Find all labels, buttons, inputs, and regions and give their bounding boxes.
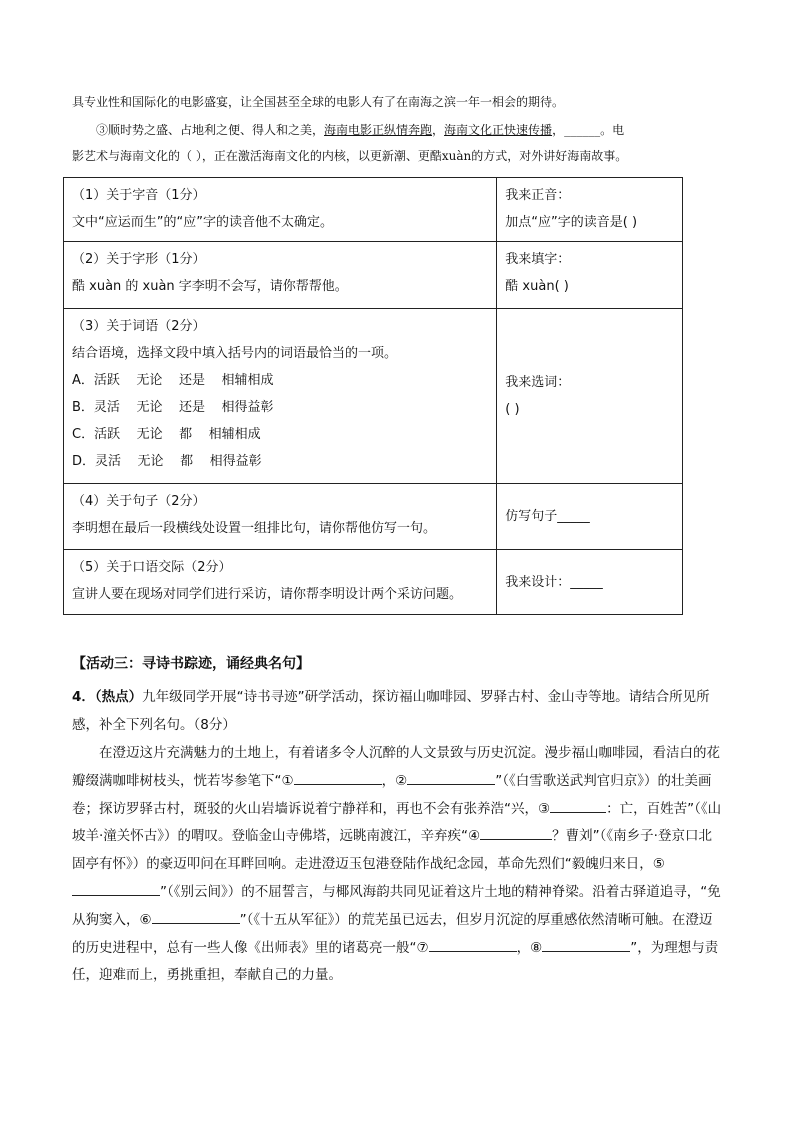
fill-blank-8[interactable] xyxy=(542,937,630,952)
blank-marker: ⑦ xyxy=(416,939,429,956)
underlined-phrase: 海南文化正快速传播 xyxy=(444,123,553,137)
table-row xyxy=(64,550,683,615)
option-d: D．灵活 无论 都 相得益彰 xyxy=(72,454,262,469)
answer-prompt[interactable]: ( ) xyxy=(505,402,520,417)
underlined-phrase: 海南电影正纵情奔跑 xyxy=(324,123,433,137)
passage-line-3: 影艺术与海南文化的（ ），正在激活海南文化的内核，以更新潮、更酷xuàn的方式，对外讲好海南故事。 xyxy=(72,149,628,163)
blank-marker: ② xyxy=(395,772,408,789)
option-a: A．活跃 无论 还是 相辅相成 xyxy=(72,373,274,388)
passage-text: ， xyxy=(552,123,565,137)
answer-label: 我来正音： xyxy=(505,188,571,203)
passage-line-1: 具专业性和国际化的电影盛宴，让全国甚至全球的电影人有了在南海之滨一年一相会的期待。 xyxy=(72,95,565,109)
question-heading: （1）关于字音（1分） xyxy=(72,188,206,203)
passage-text: ③顺时势之盛、占地利之便、得人和之美， xyxy=(96,123,325,137)
question-text: 酷 xuàn 的 xuàn 字李明不会写，请你帮帮他。 xyxy=(72,279,348,294)
question-4-prompt xyxy=(72,684,724,740)
fill-blank-7[interactable] xyxy=(429,937,517,952)
answer-cell[interactable] xyxy=(497,484,683,550)
answer-cell[interactable] xyxy=(497,178,683,242)
blank-marker: ① xyxy=(281,772,294,789)
body-text: ”，为理想与责任，迎难而上，勇挑重担，奉献自己的力量。 xyxy=(72,939,719,984)
blank-marker: ⑥ xyxy=(139,911,152,928)
fill-blank-4[interactable] xyxy=(480,825,552,840)
option-c: C．活跃 无论 都 相辅相成 xyxy=(72,427,261,442)
question-number: 4． xyxy=(72,689,95,705)
answer-prompt[interactable]: 酷 xuàn( ) xyxy=(505,279,569,294)
answer-cell[interactable] xyxy=(497,309,683,484)
question-4-body xyxy=(72,740,724,990)
question-text: 宣讲人要在现场对同学们进行采访，请你帮李明设计两个采访问题。 xyxy=(72,587,463,602)
body-text: ：亡，百姓苦”（《山坡羊·潼关怀古》）的喟叹。登临金山寺佛塔，远眺南渡江，辛弃疾“ xyxy=(72,800,722,845)
question-text: 九年级同学开展“诗书寻迹”研学活动，探访福山咖啡园、罗驿古村、金山寺等地。请结合所见所感，补全下列名句。（8分） xyxy=(72,689,710,733)
answer-label: 我来填字： xyxy=(505,252,571,267)
question-text: 文中“应运而生”的“应”字的读音他不太确定。 xyxy=(72,215,333,230)
blank-marker: ④ xyxy=(468,828,481,845)
activity-heading: 【活动三：寻诗书踪迹，诵经典名句】 xyxy=(72,656,310,672)
question-cell xyxy=(64,178,497,242)
question-heading: （4）关于句子（2分） xyxy=(72,494,206,509)
option-b: B．灵活 无论 还是 相得益彰 xyxy=(72,400,274,415)
question-text: 李明想在最后一段横线处设置一组排比句，请你帮他仿写一句。 xyxy=(72,521,437,536)
body-text: ？曹刘”（《南乡子·登京口北固亭有怀》）的豪迈叩问在耳畔回响。走进澄迈玉包港登陆作战纪念园，革命先烈们“毅魄归来日， xyxy=(72,828,712,873)
body-text: ， xyxy=(516,939,531,956)
passage-line-2 xyxy=(72,117,724,143)
question-cell xyxy=(64,550,497,615)
question-cell xyxy=(64,484,497,550)
answer-cell[interactable] xyxy=(497,550,683,615)
answer-cell[interactable] xyxy=(497,242,683,309)
table-row xyxy=(64,242,683,309)
question-heading: （3）关于词语（2分） xyxy=(72,319,206,334)
body-text: ”（《白雪歌送武判官归京》）的壮美画卷；探访罗驿古村，斑驳的火山岩墙诉说着宁静祥和，再也不会有张养浩“兴， xyxy=(72,772,712,817)
fill-blank-3[interactable] xyxy=(550,798,606,813)
question-heading: （2）关于字形（1分） xyxy=(72,252,206,267)
fill-blank-5[interactable] xyxy=(72,881,160,896)
table-row xyxy=(64,484,683,550)
answer-prompt[interactable]: 仿写句子_____ xyxy=(505,509,590,524)
passage-blank[interactable]: ______ xyxy=(564,123,601,137)
question-cell xyxy=(64,242,497,309)
question-text: 结合语境，选择文段中填入括号内的词语最恰当的一项。 xyxy=(72,346,398,361)
fill-blank-6[interactable] xyxy=(152,909,240,924)
answer-prompt[interactable]: 我来设计：_____ xyxy=(505,574,603,590)
question-cell xyxy=(64,309,497,484)
answer-label: 我来选词： xyxy=(505,375,571,390)
passage-text: ， xyxy=(432,123,445,137)
table-row xyxy=(64,178,683,242)
passage-text: 。电 xyxy=(600,123,625,137)
hot-topic-tag: （热点） xyxy=(94,689,143,705)
body-text: ， xyxy=(381,772,396,789)
answer-prompt[interactable]: 加点“应”字的读音是( ) xyxy=(505,215,638,230)
body-text: ”（《别云间》）的不屈誓言，与椰风海韵共同见证着这片土地的精神脊梁。沿着古驿道追寻，“免从狗窦入， xyxy=(72,883,721,928)
blank-marker: ⑤ xyxy=(652,856,665,873)
body-text: ”（《十五从军征》）的荒芜虽已远去，但岁月沉淀的厚重感依然清晰可触。在澄迈的历史进程中，总有一些人像《出师表》里的诸葛亮一般“ xyxy=(72,911,713,956)
fill-blank-1[interactable] xyxy=(294,770,382,785)
table-row xyxy=(64,309,683,484)
blank-marker: ③ xyxy=(538,800,551,817)
fill-blank-2[interactable] xyxy=(407,770,495,785)
question-heading: （5）关于口语交际（2分） xyxy=(72,560,232,575)
blank-marker: ⑧ xyxy=(530,939,543,956)
body-text: 在澄迈这片充满魅力的土地上，有着诸多令人沉醉的人文景致与历史沉淀。漫步福山咖啡园，看洁白的花瓣缀满咖啡树枝头，恍若岑参笔下“ xyxy=(72,745,720,789)
question-table xyxy=(63,177,683,615)
